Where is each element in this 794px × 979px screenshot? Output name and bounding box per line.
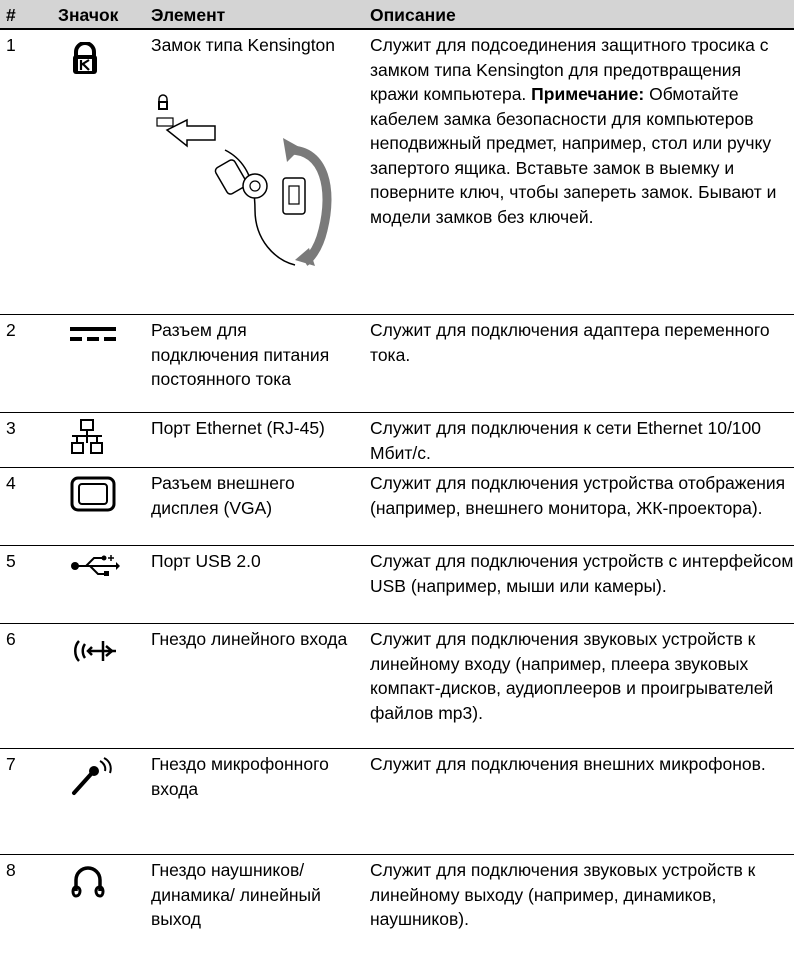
table-row: [0, 546, 794, 624]
kensington-lock-icon: [70, 42, 130, 82]
header-icon: Значок: [58, 5, 119, 25]
table-row: [0, 30, 794, 315]
row-description: Служит для подключения внешних микрофонов.: [370, 754, 766, 774]
table-row: [0, 624, 794, 749]
row-description: Служит для подключения звуковых устройств к линейному выходу (например, динамиков, наушников).: [370, 860, 756, 929]
table-row: [0, 315, 794, 413]
dc-power-icon: [70, 327, 130, 367]
header-element: Элемент: [151, 5, 226, 25]
ethernet-icon: [70, 418, 130, 458]
row-description: Служат для подключения устройств с интерфейсом USB (например, мыши или камеры).: [370, 551, 794, 596]
row-number: 6: [6, 629, 16, 649]
row-number: 8: [6, 860, 16, 880]
row-element: Гнездо наушников/ динамика/ линейный выход: [151, 860, 321, 929]
row-number: 5: [6, 551, 16, 571]
row-description: Служит для подключения к сети Ethernet 10/100 Мбит/с.: [370, 418, 761, 463]
row-number: 2: [6, 320, 16, 340]
usb-icon: [70, 554, 130, 594]
row-element: Гнездо линейного входа: [151, 629, 348, 649]
table-row: [0, 749, 794, 855]
row-description: Служит для подключения устройства отображения (например, внешнего монитора, ЖК-проектора).: [370, 473, 786, 518]
headphones-icon: [70, 863, 130, 903]
header-description: Описание: [370, 5, 456, 25]
vga-display-icon: [70, 476, 130, 516]
kensington-lock-illustration: [155, 90, 335, 270]
table-header: [0, 0, 794, 30]
row-element: Гнездо микрофонного входа: [151, 754, 329, 799]
row-number: 7: [6, 754, 16, 774]
table-row: [0, 468, 794, 546]
row-number: 4: [6, 473, 16, 493]
row-element: Разъем внешнего дисплея (VGA): [151, 473, 295, 518]
row-element: Порт USB 2.0: [151, 551, 261, 571]
row-description: Служит для подключения звуковых устройств к линейному входу (например, плеера звуковых компакт-дисков, аудиоплееров и проигрывателей файлов mp3).: [370, 629, 774, 723]
row-element: Замок типа Kensington: [151, 35, 336, 55]
row-element: Порт Ethernet (RJ-45): [151, 418, 325, 438]
row-element: Разъем для подключения питания постоянного тока: [151, 320, 330, 389]
line-in-icon: [70, 636, 130, 676]
note-label: Примечание:: [531, 84, 645, 104]
header-num: #: [6, 5, 16, 25]
microphone-icon: [70, 757, 130, 797]
row-number: 3: [6, 418, 16, 438]
row-description: Служит для подсоединения защитного тросика с замком типа Kensington для предотвращения кражи компьютера. Примечание: Обмотайте кабелем замка безопасности для компьютеров неподвижный предмет, например, стол или ручку запертого ящика. Вставьте замок в выемку и поверните ключ, чтобы запереть замок. Бывают и модели замков без ключей.: [370, 35, 777, 227]
row-number: 1: [6, 35, 16, 55]
table-row: [0, 413, 794, 468]
row-description: Служит для подключения адаптера переменного тока.: [370, 320, 770, 365]
note-text: Обмотайте кабелем замка безопасности для компьютеров неподвижный предмет, например, стол или ручку запертого ящика. Вставьте замок в выемку и поверните ключ, чтобы запереть замок. Бывают и модели замков без ключей.: [370, 84, 777, 227]
table-row: [0, 855, 794, 979]
